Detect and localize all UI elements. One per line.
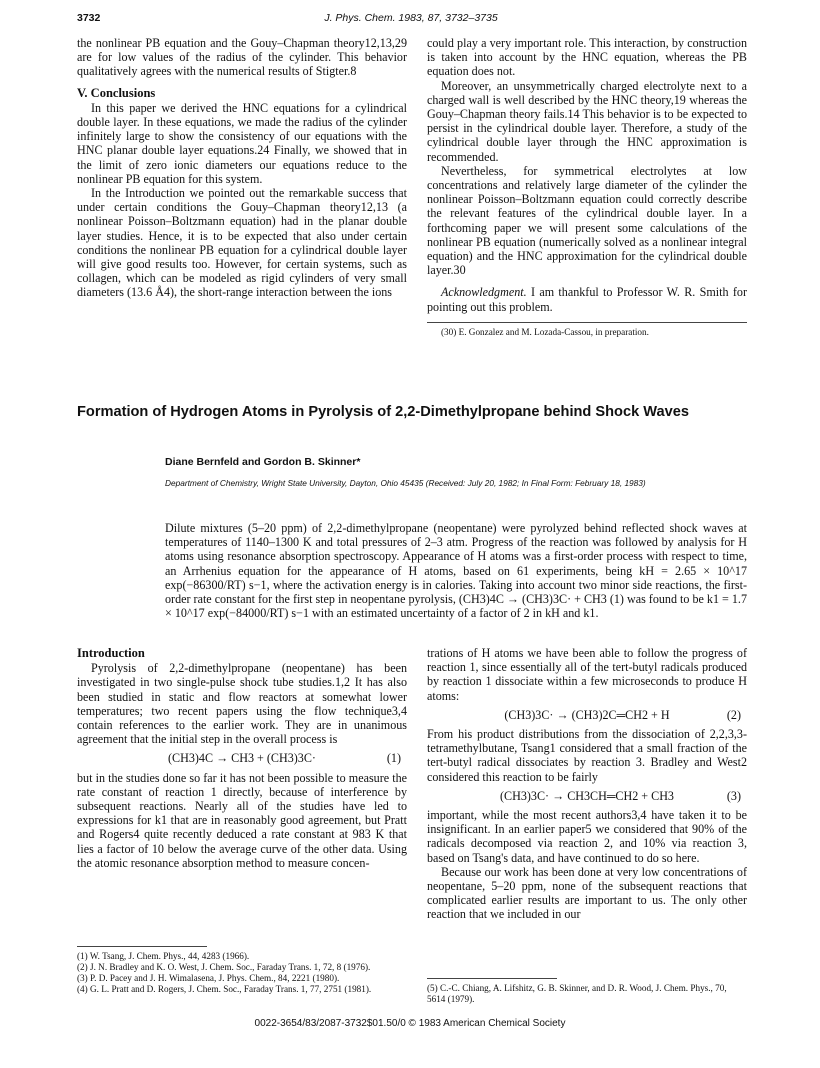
prev-article-left-column bbox=[77, 36, 407, 300]
journal-reference: J. Phys. Chem. 1983, 87, 3732–3735 bbox=[324, 12, 498, 24]
body-paragraph: could play a very important role. This interaction, by construction is taken into account by the HNC equation, whereas the PB equation does not. bbox=[427, 36, 747, 79]
footnote: (30) E. Gonzalez and M. Lozada-Cassou, in preparation. bbox=[441, 326, 649, 337]
footnote-divider bbox=[427, 322, 747, 323]
section-heading-introduction: Introduction bbox=[77, 646, 145, 660]
article-abstract: Dilute mixtures (5–20 ppm) of 2,2-dimethylpropane (neopentane) were pyrolyzed behind reflected shock waves at temperatures of 1140–1300 K and total pressures of 2–3 atm. Progress of the reaction was followed by analysis for H atoms using resonance absorption spectroscopy. Appearance of H atoms was a first-order process with respect to time, an Arrhenius equation for the appearance of H atoms, based on 61 experiments, being kH = 2.65 × 10^17 exp(−86300/RT) s−1, where the activation energy is in calories. Taking into account two minor side reactions, the first-order rate constant for the first step in neopentane pyrolysis, (CH3)4C → (CH3)3C· + CH3 (1) was found to be k1 = 1.7 × 10^17 exp(−84000/RT) s−1 with an estimated uncertainty of a factor of 2 in kH and k1. bbox=[165, 521, 747, 621]
acknowledgment bbox=[427, 285, 747, 313]
body-paragraph: important, while the most recent authors3,4 have taken it to be insignificant. In an earlier paper5 we considered that 90% of the radicals decomposed via reaction 2, and 10% via reaction 3, based on Tsang's data, and have continued to do so here. bbox=[427, 808, 747, 865]
equation-number: (3) bbox=[726, 788, 741, 803]
footnote: (4) G. L. Pratt and D. Rogers, J. Chem. Soc., Faraday Trans. 1, 77, 2751 (1981). bbox=[77, 984, 372, 994]
footnotes-right bbox=[427, 970, 747, 1005]
running-header bbox=[77, 12, 745, 28]
equation-text: (CH3)3C· → (CH3)2C═CH2 + H bbox=[504, 707, 670, 722]
equation-text: (CH3)3C· → CH3CH═CH2 + CH3 bbox=[500, 788, 674, 803]
body-paragraph: From his product distributions from the dissociation of 2,2,3,3-tetramethylbutane, Tsang1 considered that a small fraction of the tert-butyl radical dissociates by reaction 3. Bradley and West2 considered this reaction to be fairly bbox=[427, 727, 747, 784]
footnote: (5) C.-C. Chiang, A. Lifshitz, G. B. Skinner, and D. R. Wood, J. Chem. Phys., 70, 5614 (1979). bbox=[427, 983, 727, 1004]
article-title: Formation of Hydrogen Atoms in Pyrolysis of 2,2-Dimethylpropane behind Shock Waves bbox=[77, 404, 689, 420]
equation-text: (CH3)4C → CH3 + (CH3)3C· bbox=[168, 751, 316, 766]
footnote: (2) J. N. Bradley and K. O. West, J. Chem. Soc., Faraday Trans. 1, 72, 8 (1976). bbox=[77, 962, 371, 972]
body-paragraph: Because our work has been done at very low concentrations of neopentane, 5–20 ppm, none of the subsequent reactions that complicated earlier results are important to us. The only other reaction that we included in our bbox=[427, 864, 747, 922]
body-paragraph: trations of H atoms we have been able to follow the progress of reaction 1, since essentially all of the tert-butyl radicals produced by reaction 1 dissociate within a few microseconds to produce H atoms: bbox=[427, 646, 747, 703]
body-paragraph: In the Introduction we pointed out the remarkable success that under certain conditions the Gouy–Chapman theory12,13 (a nonlinear Poisson–Boltzmann equation) had in the planar double layer studies. Hence, it is to be expected that also under certain conditions the nonlinear PB equation for a cylindrical double layer will give good results too. However, for certain systems, such as collagen, which can be modeled as rigid cylinders of very small diameters (13.6 Å4), the short-range interaction between the ions bbox=[77, 186, 407, 300]
equation-1 bbox=[77, 751, 407, 765]
body-paragraph: In this paper we derived the HNC equations for a cylindrical double layer. In these equations, we made the radius of the cylinder infinitely large to show the consistency of our equations with the HNC planar double layer equations.24 Finally, we showed that in the limit of zero ionic diameters our equations reduce to the nonlinear PB equation for this system. bbox=[77, 100, 407, 186]
body-paragraph: Moreover, an unsymmetrically charged electrolyte next to a charged wall is well described by the HNC theory,19 whereas the Gouy–Chapman theory fails.14 This behavior is to be expected to persist in the cylindrical double layer. Therefore, a study of the cylindrical double layer through the HNC approximation is recommended. bbox=[427, 78, 747, 164]
footnote: (1) W. Tsang, J. Chem. Phys., 44, 4283 (1966). bbox=[77, 951, 250, 961]
page-number: 3732 bbox=[77, 12, 101, 24]
article-affiliation: Department of Chemistry, Wright State University, Dayton, Ohio 45435 (Received: July 20, 1982; In Final Form: February 18, 1983) bbox=[165, 478, 646, 488]
body-paragraph: but in the studies done so far it has not been possible to measure the rate constant of reaction 1 directly, because of interference by subsequent reactions. Nearly all of the studies have led to expressions for k1 that are in reasonably good agreement, but Pratt and Rogers4 quite recently deduced a rate constant at 983 K that lies a factor of 10 below the average curve of the other data. Using the atomic resonance absorption method to measure concen- bbox=[77, 770, 407, 870]
equation-number: (2) bbox=[726, 707, 741, 722]
footnotes-left bbox=[77, 938, 407, 995]
equation-number: (1) bbox=[386, 751, 401, 766]
equation-2 bbox=[427, 708, 747, 722]
acknowledgment-label: Acknowledgment. bbox=[441, 285, 527, 300]
footnote: (3) P. D. Pacey and J. H. Wimalasena, J. Phys. Chem., 84, 2221 (1980). bbox=[77, 973, 340, 983]
article-right-column bbox=[427, 646, 747, 922]
article-authors: Diane Bernfeld and Gordon B. Skinner* bbox=[165, 456, 361, 468]
acknowledgment-text: I am thankful to Professor W. R. Smith for pointing out this problem. bbox=[427, 285, 747, 314]
page-footer: 0022-3654/83/2087-3732$01.50/0 © 1983 American Chemical Society bbox=[254, 1018, 566, 1029]
prev-article-right-column bbox=[427, 36, 747, 338]
body-paragraph: Nevertheless, for symmetrical electrolytes at low concentrations and relatively large diameter of the cylinder the nonlinear Poisson–Boltzmann equation could correctly describe the relevant features of the cylindrical double layer. In a forthcoming paper we will present some calculations of the nonlinear PB equation (numerically solved as a nonlinear integral equation) and the HNC approximation for the cylindrical double layer.30 bbox=[427, 163, 747, 278]
footnote-divider bbox=[77, 946, 207, 947]
section-heading-conclusions: V. Conclusions bbox=[77, 85, 156, 100]
equation-3 bbox=[427, 789, 747, 803]
body-paragraph: the nonlinear PB equation and the Gouy–Chapman theory12,13,29 are for low values of the radius of the cylinder. This behavior qualitatively agrees with the numerical results of Stigter.8 bbox=[77, 36, 407, 79]
body-paragraph: Pyrolysis of 2,2-dimethylpropane (neopentane) has been investigated in two single-pulse shock tube studies.1,2 It has also been studied in static and flow reactors at somewhat lower temperatures; two recent papers using the flow technique3,4 contain references to the earlier work. They are in unanimous agreement that the initial step in the overall process is bbox=[77, 661, 407, 747]
footnote-divider bbox=[427, 978, 557, 979]
article-left-column bbox=[77, 646, 407, 870]
